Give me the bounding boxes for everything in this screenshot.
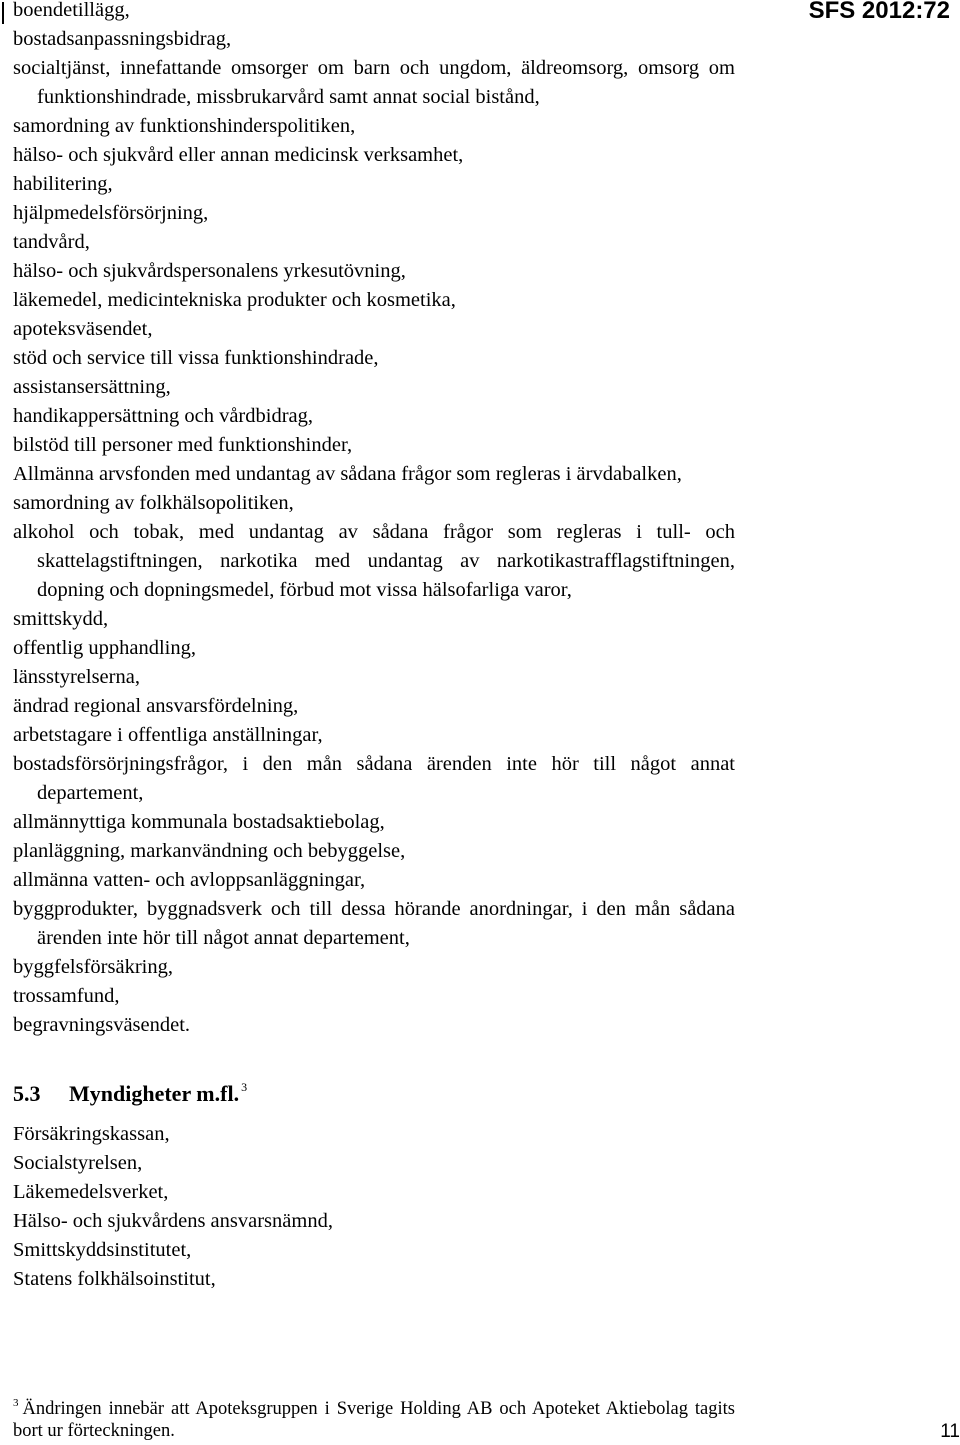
- list-item: hjälpmedelsförsörjning,: [13, 202, 209, 224]
- list-item: handikappersättning och vårdbidrag,: [13, 405, 314, 427]
- list-item: smittskydd,: [13, 608, 109, 630]
- list-item: apoteksväsendet,: [13, 318, 153, 340]
- list-item: ändrad regional ansvarsfördelning,: [13, 695, 299, 717]
- list-item: hälso- och sjukvårdspersonalens yrkesutövning,: [13, 260, 406, 282]
- footnote: [13, 1392, 735, 1442]
- change-bar: [2, 2, 4, 24]
- list-item: allmänna vatten- och avloppsanläggningar,: [13, 869, 366, 891]
- list-item: allmännyttiga kommunala bostadsaktiebolag,: [13, 811, 385, 833]
- footnote-text: Ändringen innebär att Apoteksgruppen i Sverige Holding AB och Apoteket Aktiebolag tagits bort ur förteckningen.: [13, 1399, 735, 1441]
- list-item: samordning av folkhälsopolitiken,: [13, 492, 294, 514]
- list-item: alkohol och tobak, med undantag av sådana frågor som regleras i tull- och skattelagstiftningen, narkotika med undantag av narkotikastrafflagstiftningen, dopning och dopningsmedel, förbud mot vissa hälsofarliga varor,: [13, 521, 735, 601]
- page-number: 11: [940, 1421, 960, 1442]
- footnote-reference[interactable]: 3: [241, 1080, 248, 1094]
- authority-list: [13, 1120, 735, 1294]
- authority-item: Socialstyrelsen,: [13, 1152, 143, 1174]
- section-heading: [13, 1073, 735, 1108]
- list-item: länsstyrelserna,: [13, 666, 140, 688]
- section-number: 5.3: [13, 1081, 41, 1106]
- footnote-marker: 3: [13, 1397, 19, 1409]
- section-gap: [13, 1040, 735, 1073]
- authority-item: Läkemedelsverket,: [13, 1181, 169, 1203]
- authority-item: Statens folkhälsoinstitut,: [13, 1268, 216, 1290]
- list-item: hälso- och sjukvård eller annan medicinsk verksamhet,: [13, 144, 464, 166]
- list-item: Allmänna arvsfonden med undantag av sådana frågor som regleras i ärvdabalken,: [13, 463, 682, 485]
- section-title: Myndigheter m.fl.: [69, 1081, 240, 1106]
- list-item: planläggning, markanvändning och bebyggelse,: [13, 840, 406, 862]
- list-item: byggfelsförsäkring,: [13, 956, 173, 978]
- authority-item: Försäkringskassan,: [13, 1123, 170, 1145]
- list-item: samordning av funktionshinderspolitiken,: [13, 115, 356, 137]
- list-item: socialtjänst, innefattande omsorger om barn och ungdom, äldreomsorg, omsorg om funktionshindrade, missbrukarvård samt annat social bistånd,: [13, 57, 735, 108]
- responsibility-list: [13, 0, 735, 1294]
- list-item: assistansersättning,: [13, 376, 171, 398]
- authority-item: Hälso- och sjukvårdens ansvarsnämnd,: [13, 1210, 333, 1232]
- list-item: begravningsväsendet.: [13, 1014, 191, 1036]
- list-item: bostadsförsörjningsfrågor, i den mån sådana ärenden inte hör till något annat departement,: [13, 753, 735, 804]
- list-item: habilitering,: [13, 173, 113, 195]
- authority-item: Smittskyddsinstitutet,: [13, 1239, 192, 1261]
- list-item: stöd och service till vissa funktionshindrade,: [13, 347, 379, 369]
- list-item: bostadsanpassningsbidrag,: [13, 28, 232, 50]
- list-item: bilstöd till personer med funktionshinder,: [13, 434, 353, 456]
- list-item: boendetillägg,: [13, 0, 130, 21]
- list-item: läkemedel, medicintekniska produkter och kosmetika,: [13, 289, 456, 311]
- list-item: byggprodukter, byggnadsverk och till dessa hörande anordningar, i den mån sådana ärenden inte hör till något annat departement,: [13, 898, 735, 949]
- list-item: offentlig upphandling,: [13, 637, 196, 659]
- sfs-number: SFS 2012:72: [808, 0, 950, 24]
- list-item: arbetstagare i offentliga anställningar,: [13, 724, 323, 746]
- list-item: tandvård,: [13, 231, 90, 253]
- list-item: trossamfund,: [13, 985, 120, 1007]
